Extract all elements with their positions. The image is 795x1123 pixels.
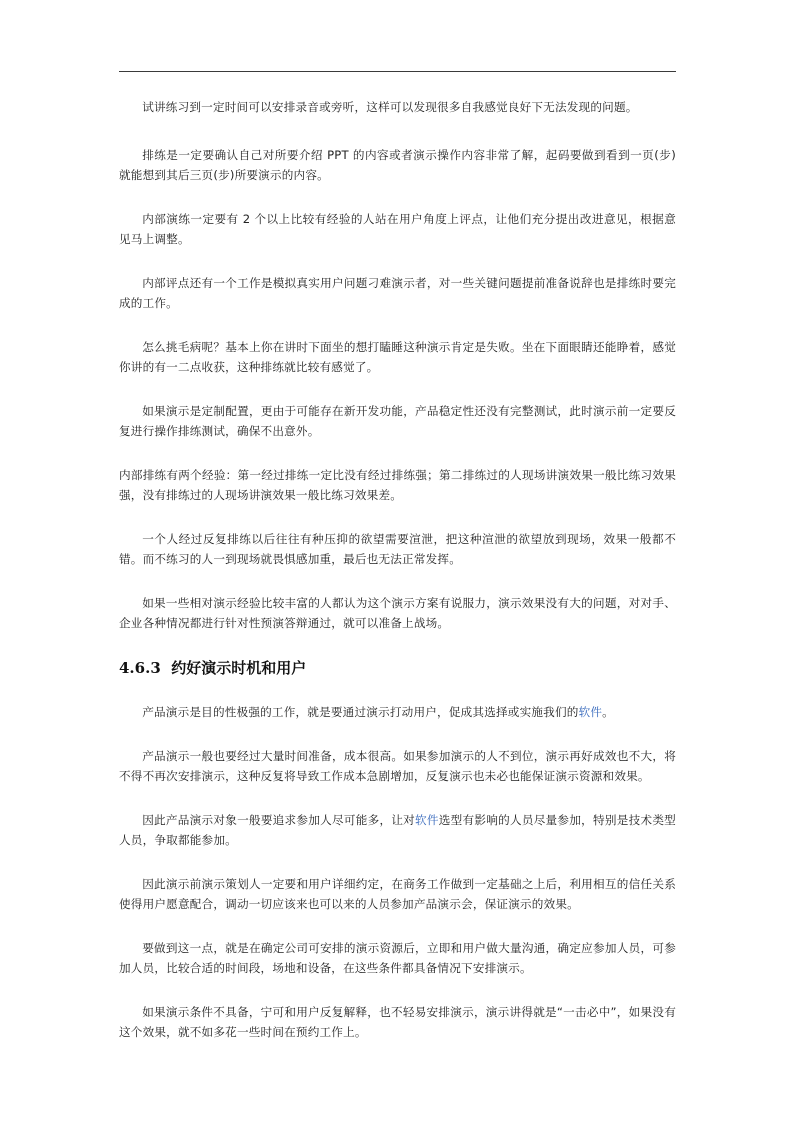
page-content <box>119 97 676 1039</box>
paragraph: 一个人经过反复排练以后往往有种压抑的欲望需要渲泄，把这种渲泄的欲望放到现场，效果一般都不错。而不练习的人一到现场就畏惧感加重，最后也无法正常发挥。 <box>119 532 676 566</box>
paragraph <box>119 810 676 850</box>
paragraph: 如果演示是定制配置，更由于可能存在新开发功能，产品稳定性还没有完整测试，此时演示前一定要反复进行操作排练测试，确保不出意外。 <box>119 404 676 438</box>
header-rule <box>119 71 676 72</box>
section-title: 约好演示时机和用户 <box>171 659 307 677</box>
paragraph <box>119 702 676 722</box>
paragraph: 产品演示一般也要经过大量时间准备，成本很高。如果参加演示的人不到位，演示再好成效也不大，将不得不再次安排演示，这种反复将导致工作成本急剧增加，反复演示也未必也能保证演示资源和效果。 <box>119 749 676 783</box>
paragraph-text: 产品演示是目的性极强的工作，就是要通过演示打动用户，促成其选择或实施我们的 <box>142 705 579 719</box>
paragraph: 内部评点还有一个工作是模拟真实用户问题刁难演示者，对一些关键问题提前准备说辞也是排练时要完成的工作。 <box>119 276 676 310</box>
paragraph: 因此演示前演示策划人一定要和用户详细约定，在商务工作做到一定基础之上后，利用相互的信任关系使得用户愿意配合，调动一切应该来也可以来的人员参加产品演示会，保证演示的效果。 <box>119 877 676 911</box>
paragraph: 试讲练习到一定时间可以安排录音或旁听，这样可以发现很多自我感觉良好下无法发现的问题。 <box>142 100 638 114</box>
paragraph: 如果一些相对演示经验比较丰富的人都认为这个演示方案有说服力，演示效果没有大的问题，对对手、企业各种情况都进行针对性预演答辩通过，就可以准备上战场。 <box>119 596 676 630</box>
paragraph: 排练是一定要确认自己对所要介绍 PPT 的内容或者演示操作内容非常了解，起码要做到看到一页(步)就能想到其后三页(步)所要演示的内容。 <box>119 148 676 182</box>
section-heading <box>119 657 676 679</box>
software-link[interactable]: 软件 <box>578 705 603 719</box>
software-link[interactable]: 软件 <box>415 813 439 827</box>
paragraph: 怎么挑毛病呢？基本上你在讲时下面坐的想打瞌睡这种演示肯定是失败。坐在下面眼睛还能睁着，感觉你讲的有一二点收获，这种排练就比较有感觉了。 <box>119 340 676 374</box>
paragraph: 内部演练一定要有 2 个以上比较有经验的人站在用户角度上评点，让他们充分提出改进意见，根据意见马上调整。 <box>119 212 676 246</box>
paragraph: 如果演示条件不具备，宁可和用户反复解释，也不轻易安排演示，演示讲得就是“一击必中”，如果没有这个效果，就不如多花一些时间在预约工作上。 <box>119 1005 676 1039</box>
section-number: 4.6.3 <box>119 659 161 677</box>
paragraph-text: 。 <box>602 705 614 719</box>
paragraph-text: 选型有影响的人员尽量参加，特别是技术类型人员，争取都能参加。 <box>119 813 676 847</box>
paragraph: 要做到这一点，就是在确定公司可安排的演示资源后，立即和用户做大量沟通，确定应参加人员，可参加人员，比较合适的时间段，场地和设备，在这些条件都具备情况下安排演示。 <box>119 941 676 975</box>
paragraph-text: 因此产品演示对象一般要追求参加人尽可能多，让对 <box>142 813 416 827</box>
paragraph: 内部排练有两个经验：第一经过排练一定比没有经过排练强；第二排练过的人现场讲演效果一般比练习效果强，没有排练过的人现场讲演效果一般比练习效果差。 <box>119 468 676 502</box>
